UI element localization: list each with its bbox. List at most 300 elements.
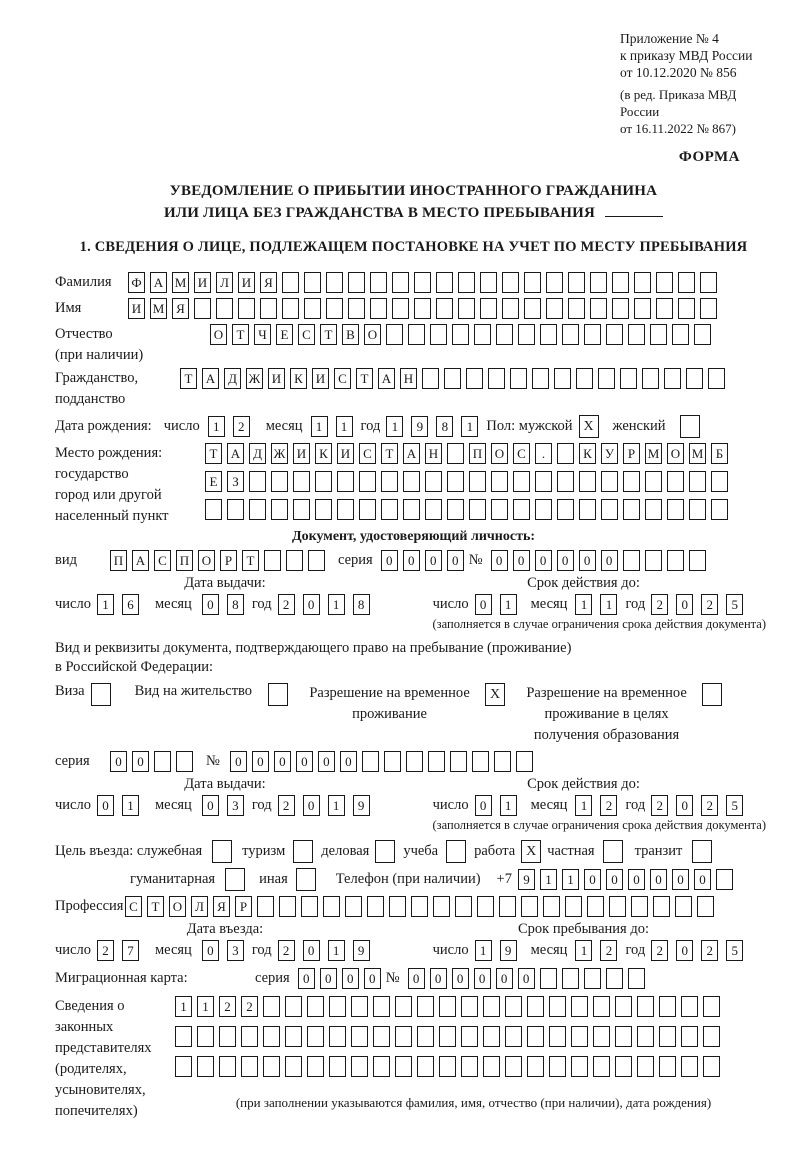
char-box[interactable] <box>425 471 442 492</box>
char-box[interactable] <box>593 996 610 1017</box>
char-box[interactable] <box>659 1026 676 1047</box>
char-box[interactable] <box>634 298 651 319</box>
char-box[interactable]: 1 <box>575 795 592 816</box>
char-box[interactable] <box>535 499 552 520</box>
char-box[interactable] <box>568 298 585 319</box>
char-box[interactable]: Е <box>276 324 293 345</box>
char-box[interactable] <box>197 1026 214 1047</box>
char-box[interactable]: 2 <box>701 795 718 816</box>
char-box[interactable]: Р <box>623 443 640 464</box>
char-box[interactable] <box>518 324 535 345</box>
char-box[interactable] <box>381 471 398 492</box>
purpose-transit-checkbox[interactable] <box>692 840 712 863</box>
char-box[interactable] <box>175 1026 192 1047</box>
char-box[interactable] <box>337 471 354 492</box>
char-box[interactable]: 5 <box>726 795 743 816</box>
char-box[interactable] <box>373 1026 390 1047</box>
char-box[interactable] <box>263 996 280 1017</box>
char-box[interactable] <box>154 751 171 772</box>
char-box[interactable] <box>315 499 332 520</box>
char-box[interactable]: Ф <box>128 272 145 293</box>
char-box[interactable] <box>557 443 574 464</box>
purpose-work-checkbox[interactable]: X <box>521 840 541 863</box>
char-box[interactable] <box>219 1026 236 1047</box>
char-box[interactable] <box>499 896 516 917</box>
char-box[interactable] <box>474 324 491 345</box>
char-box[interactable]: П <box>176 550 193 571</box>
char-box[interactable] <box>565 896 582 917</box>
char-box[interactable] <box>455 896 472 917</box>
visa-checkbox[interactable] <box>91 683 111 706</box>
char-box[interactable] <box>384 751 401 772</box>
purpose-official-checkbox[interactable] <box>212 840 232 863</box>
char-box[interactable] <box>447 499 464 520</box>
char-box[interactable] <box>197 1056 214 1077</box>
purpose-business-checkbox[interactable] <box>375 840 395 863</box>
char-box[interactable]: Т <box>381 443 398 464</box>
char-box[interactable] <box>483 996 500 1017</box>
char-box[interactable]: 0 <box>340 751 357 772</box>
char-box[interactable]: О <box>198 550 215 571</box>
char-box[interactable]: И <box>337 443 354 464</box>
char-box[interactable]: 2 <box>278 795 295 816</box>
char-box[interactable]: М <box>645 443 662 464</box>
char-box[interactable] <box>241 1026 258 1047</box>
char-box[interactable] <box>615 996 632 1017</box>
char-box[interactable] <box>488 368 505 389</box>
char-box[interactable] <box>414 272 431 293</box>
char-box[interactable]: Т <box>232 324 249 345</box>
char-box[interactable]: В <box>342 324 359 345</box>
char-box[interactable] <box>389 896 406 917</box>
char-box[interactable]: А <box>132 550 149 571</box>
char-box[interactable] <box>634 272 651 293</box>
char-box[interactable] <box>326 298 343 319</box>
char-box[interactable]: Н <box>400 368 417 389</box>
char-box[interactable] <box>631 896 648 917</box>
char-box[interactable] <box>285 1026 302 1047</box>
purpose-other-checkbox[interactable] <box>296 868 316 891</box>
char-box[interactable] <box>329 1026 346 1047</box>
char-box[interactable]: 2 <box>241 996 258 1017</box>
char-box[interactable] <box>373 996 390 1017</box>
char-box[interactable] <box>176 751 193 772</box>
char-box[interactable]: 1 <box>475 940 492 961</box>
char-box[interactable]: 1 <box>386 416 403 437</box>
char-box[interactable] <box>650 324 667 345</box>
char-box[interactable] <box>348 298 365 319</box>
char-box[interactable] <box>568 272 585 293</box>
char-box[interactable]: 2 <box>278 940 295 961</box>
char-box[interactable] <box>571 996 588 1017</box>
char-box[interactable]: 1 <box>311 416 328 437</box>
char-box[interactable] <box>329 1056 346 1077</box>
char-box[interactable] <box>249 471 266 492</box>
char-box[interactable] <box>370 272 387 293</box>
char-box[interactable]: 5 <box>726 594 743 615</box>
char-box[interactable] <box>532 368 549 389</box>
char-box[interactable]: К <box>290 368 307 389</box>
char-box[interactable] <box>447 471 464 492</box>
char-box[interactable]: 0 <box>491 550 508 571</box>
char-box[interactable] <box>615 1026 632 1047</box>
char-box[interactable] <box>546 298 563 319</box>
char-box[interactable] <box>703 1056 720 1077</box>
char-box[interactable] <box>672 324 689 345</box>
char-box[interactable]: Т <box>356 368 373 389</box>
char-box[interactable] <box>436 298 453 319</box>
char-box[interactable] <box>370 298 387 319</box>
char-box[interactable] <box>466 368 483 389</box>
char-box[interactable] <box>584 324 601 345</box>
char-box[interactable] <box>480 272 497 293</box>
char-box[interactable]: П <box>469 443 486 464</box>
char-box[interactable] <box>444 368 461 389</box>
char-box[interactable] <box>502 298 519 319</box>
char-box[interactable] <box>703 996 720 1017</box>
char-box[interactable] <box>219 1056 236 1077</box>
char-box[interactable] <box>527 996 544 1017</box>
char-box[interactable] <box>381 499 398 520</box>
char-box[interactable]: С <box>154 550 171 571</box>
char-box[interactable] <box>700 298 717 319</box>
char-box[interactable] <box>450 751 467 772</box>
char-box[interactable] <box>703 1026 720 1047</box>
char-box[interactable]: У <box>601 443 618 464</box>
char-box[interactable] <box>472 751 489 772</box>
char-box[interactable]: 0 <box>303 594 320 615</box>
char-box[interactable] <box>642 368 659 389</box>
char-box[interactable]: 9 <box>353 795 370 816</box>
char-box[interactable] <box>637 996 654 1017</box>
char-box[interactable]: О <box>667 443 684 464</box>
char-box[interactable]: О <box>169 896 186 917</box>
char-box[interactable] <box>656 298 673 319</box>
char-box[interactable] <box>505 1026 522 1047</box>
char-box[interactable] <box>425 499 442 520</box>
char-box[interactable]: 8 <box>227 594 244 615</box>
char-box[interactable]: С <box>298 324 315 345</box>
char-box[interactable] <box>645 471 662 492</box>
char-box[interactable] <box>279 896 296 917</box>
char-box[interactable]: П <box>110 550 127 571</box>
char-box[interactable] <box>480 298 497 319</box>
char-box[interactable] <box>286 550 303 571</box>
char-box[interactable]: 1 <box>562 869 579 890</box>
char-box[interactable] <box>543 896 560 917</box>
char-box[interactable]: 2 <box>701 594 718 615</box>
char-box[interactable] <box>675 896 692 917</box>
char-box[interactable]: 2 <box>219 996 236 1017</box>
char-box[interactable] <box>282 298 299 319</box>
char-box[interactable]: Д <box>249 443 266 464</box>
char-box[interactable] <box>285 996 302 1017</box>
char-box[interactable] <box>395 1056 412 1077</box>
char-box[interactable]: Ч <box>254 324 271 345</box>
char-box[interactable]: Я <box>213 896 230 917</box>
char-box[interactable]: З <box>227 471 244 492</box>
char-box[interactable]: Л <box>191 896 208 917</box>
char-box[interactable] <box>433 896 450 917</box>
char-box[interactable]: М <box>150 298 167 319</box>
char-box[interactable] <box>351 996 368 1017</box>
char-box[interactable] <box>513 499 530 520</box>
char-box[interactable] <box>540 968 557 989</box>
purpose-humanitarian-checkbox[interactable] <box>225 868 245 891</box>
char-box[interactable] <box>637 1056 654 1077</box>
char-box[interactable]: 0 <box>274 751 291 772</box>
char-box[interactable]: 0 <box>364 968 381 989</box>
char-box[interactable] <box>606 324 623 345</box>
char-box[interactable]: 0 <box>475 795 492 816</box>
char-box[interactable] <box>521 896 538 917</box>
char-box[interactable] <box>458 298 475 319</box>
char-box[interactable]: 9 <box>500 940 517 961</box>
char-box[interactable] <box>571 1026 588 1047</box>
char-box[interactable] <box>628 968 645 989</box>
char-box[interactable] <box>562 968 579 989</box>
char-box[interactable]: 2 <box>600 940 617 961</box>
char-box[interactable]: 0 <box>474 968 491 989</box>
char-box[interactable] <box>362 751 379 772</box>
char-box[interactable] <box>494 751 511 772</box>
char-box[interactable] <box>436 272 453 293</box>
char-box[interactable] <box>483 1056 500 1077</box>
char-box[interactable]: 1 <box>336 416 353 437</box>
char-box[interactable]: К <box>579 443 596 464</box>
char-box[interactable] <box>326 272 343 293</box>
char-box[interactable] <box>579 499 596 520</box>
char-box[interactable]: 0 <box>430 968 447 989</box>
char-box[interactable] <box>194 298 211 319</box>
temp-residence-checkbox[interactable]: X <box>485 683 505 706</box>
char-box[interactable]: Т <box>180 368 197 389</box>
sex-female-checkbox[interactable] <box>680 415 700 438</box>
char-box[interactable]: 0 <box>676 594 693 615</box>
char-box[interactable] <box>694 324 711 345</box>
char-box[interactable]: 0 <box>202 594 219 615</box>
char-box[interactable] <box>345 896 362 917</box>
char-box[interactable] <box>414 298 431 319</box>
temp-residence-edu-checkbox[interactable] <box>702 683 722 706</box>
char-box[interactable] <box>403 499 420 520</box>
char-box[interactable] <box>549 996 566 1017</box>
char-box[interactable]: 0 <box>447 550 464 571</box>
char-box[interactable] <box>524 298 541 319</box>
char-box[interactable] <box>452 324 469 345</box>
char-box[interactable] <box>711 471 728 492</box>
char-box[interactable] <box>571 1056 588 1077</box>
char-box[interactable] <box>689 550 706 571</box>
char-box[interactable]: 1 <box>97 594 114 615</box>
char-box[interactable] <box>307 1056 324 1077</box>
char-box[interactable] <box>667 471 684 492</box>
char-box[interactable] <box>623 499 640 520</box>
char-box[interactable]: 0 <box>694 869 711 890</box>
char-box[interactable] <box>439 1026 456 1047</box>
char-box[interactable] <box>406 751 423 772</box>
char-box[interactable]: 0 <box>202 795 219 816</box>
char-box[interactable]: 0 <box>676 795 693 816</box>
char-box[interactable] <box>392 298 409 319</box>
char-box[interactable] <box>609 896 626 917</box>
char-box[interactable] <box>351 1026 368 1047</box>
char-box[interactable]: 0 <box>320 968 337 989</box>
char-box[interactable]: Ж <box>246 368 263 389</box>
char-box[interactable]: 0 <box>408 968 425 989</box>
char-box[interactable]: 2 <box>651 940 668 961</box>
char-box[interactable] <box>249 499 266 520</box>
char-box[interactable]: 7 <box>122 940 139 961</box>
char-box[interactable] <box>323 896 340 917</box>
char-box[interactable] <box>304 298 321 319</box>
char-box[interactable] <box>549 1026 566 1047</box>
char-box[interactable] <box>505 1056 522 1077</box>
char-box[interactable]: 0 <box>318 751 335 772</box>
char-box[interactable] <box>540 324 557 345</box>
char-box[interactable] <box>428 751 445 772</box>
char-box[interactable]: Т <box>242 550 259 571</box>
char-box[interactable] <box>315 471 332 492</box>
char-box[interactable]: 1 <box>500 795 517 816</box>
char-box[interactable] <box>689 471 706 492</box>
char-box[interactable]: 9 <box>411 416 428 437</box>
char-box[interactable] <box>496 324 513 345</box>
char-box[interactable] <box>659 1056 676 1077</box>
char-box[interactable] <box>241 1056 258 1077</box>
char-box[interactable]: 6 <box>122 594 139 615</box>
purpose-private-checkbox[interactable] <box>603 840 623 863</box>
char-box[interactable]: 0 <box>475 594 492 615</box>
char-box[interactable] <box>606 968 623 989</box>
char-box[interactable]: Т <box>147 896 164 917</box>
char-box[interactable] <box>395 996 412 1017</box>
char-box[interactable]: 3 <box>227 940 244 961</box>
char-box[interactable] <box>527 1056 544 1077</box>
char-box[interactable]: И <box>128 298 145 319</box>
char-box[interactable] <box>598 368 615 389</box>
char-box[interactable] <box>678 298 695 319</box>
char-box[interactable]: 2 <box>233 416 250 437</box>
char-box[interactable] <box>620 368 637 389</box>
char-box[interactable] <box>593 1056 610 1077</box>
char-box[interactable] <box>491 471 508 492</box>
char-box[interactable] <box>422 368 439 389</box>
char-box[interactable] <box>516 751 533 772</box>
char-box[interactable] <box>307 1026 324 1047</box>
char-box[interactable] <box>264 550 281 571</box>
char-box[interactable] <box>667 550 684 571</box>
char-box[interactable]: 0 <box>132 751 149 772</box>
char-box[interactable] <box>373 1056 390 1077</box>
char-box[interactable]: 2 <box>651 795 668 816</box>
char-box[interactable]: Т <box>320 324 337 345</box>
char-box[interactable] <box>524 272 541 293</box>
char-box[interactable] <box>513 471 530 492</box>
char-box[interactable]: 0 <box>425 550 442 571</box>
char-box[interactable]: 0 <box>97 795 114 816</box>
char-box[interactable] <box>587 896 604 917</box>
char-box[interactable]: 8 <box>353 594 370 615</box>
char-box[interactable] <box>227 499 244 520</box>
char-box[interactable] <box>403 471 420 492</box>
char-box[interactable] <box>590 298 607 319</box>
char-box[interactable] <box>282 272 299 293</box>
char-box[interactable] <box>667 499 684 520</box>
char-box[interactable] <box>260 298 277 319</box>
char-box[interactable] <box>689 499 706 520</box>
char-box[interactable]: 1 <box>122 795 139 816</box>
char-box[interactable] <box>554 368 571 389</box>
char-box[interactable]: 0 <box>601 550 618 571</box>
char-box[interactable]: 0 <box>303 795 320 816</box>
char-box[interactable] <box>293 499 310 520</box>
char-box[interactable]: К <box>315 443 332 464</box>
char-box[interactable] <box>549 1056 566 1077</box>
char-box[interactable] <box>593 1026 610 1047</box>
char-box[interactable] <box>637 1026 654 1047</box>
char-box[interactable] <box>681 1056 698 1077</box>
char-box[interactable] <box>686 368 703 389</box>
char-box[interactable]: Т <box>205 443 222 464</box>
char-box[interactable] <box>359 499 376 520</box>
char-box[interactable]: И <box>194 272 211 293</box>
char-box[interactable]: И <box>268 368 285 389</box>
char-box[interactable]: 1 <box>540 869 557 890</box>
char-box[interactable] <box>329 996 346 1017</box>
char-box[interactable]: 2 <box>651 594 668 615</box>
char-box[interactable]: . <box>535 443 552 464</box>
char-box[interactable] <box>348 272 365 293</box>
char-box[interactable]: И <box>293 443 310 464</box>
char-box[interactable]: Н <box>425 443 442 464</box>
char-box[interactable] <box>584 968 601 989</box>
char-box[interactable]: 1 <box>208 416 225 437</box>
char-box[interactable]: И <box>312 368 329 389</box>
char-box[interactable]: 0 <box>110 751 127 772</box>
residence-permit-checkbox[interactable] <box>268 683 288 706</box>
char-box[interactable]: 0 <box>676 940 693 961</box>
char-box[interactable]: С <box>513 443 530 464</box>
char-box[interactable] <box>308 550 325 571</box>
char-box[interactable] <box>285 1056 302 1077</box>
char-box[interactable] <box>263 1056 280 1077</box>
char-box[interactable]: 0 <box>452 968 469 989</box>
char-box[interactable] <box>477 896 494 917</box>
char-box[interactable]: С <box>125 896 142 917</box>
char-box[interactable]: Д <box>224 368 241 389</box>
char-box[interactable]: Я <box>172 298 189 319</box>
sex-male-checkbox[interactable]: X <box>579 415 599 438</box>
char-box[interactable] <box>678 272 695 293</box>
char-box[interactable]: 0 <box>579 550 596 571</box>
char-box[interactable] <box>458 272 475 293</box>
char-box[interactable]: О <box>491 443 508 464</box>
char-box[interactable] <box>579 471 596 492</box>
char-box[interactable] <box>656 272 673 293</box>
char-box[interactable]: О <box>364 324 381 345</box>
char-box[interactable] <box>590 272 607 293</box>
char-box[interactable]: 0 <box>342 968 359 989</box>
char-box[interactable] <box>337 499 354 520</box>
char-box[interactable] <box>271 499 288 520</box>
char-box[interactable]: 1 <box>328 940 345 961</box>
char-box[interactable]: 0 <box>518 968 535 989</box>
char-box[interactable]: 0 <box>303 940 320 961</box>
char-box[interactable] <box>491 499 508 520</box>
char-box[interactable]: 0 <box>650 869 667 890</box>
char-box[interactable] <box>601 471 618 492</box>
